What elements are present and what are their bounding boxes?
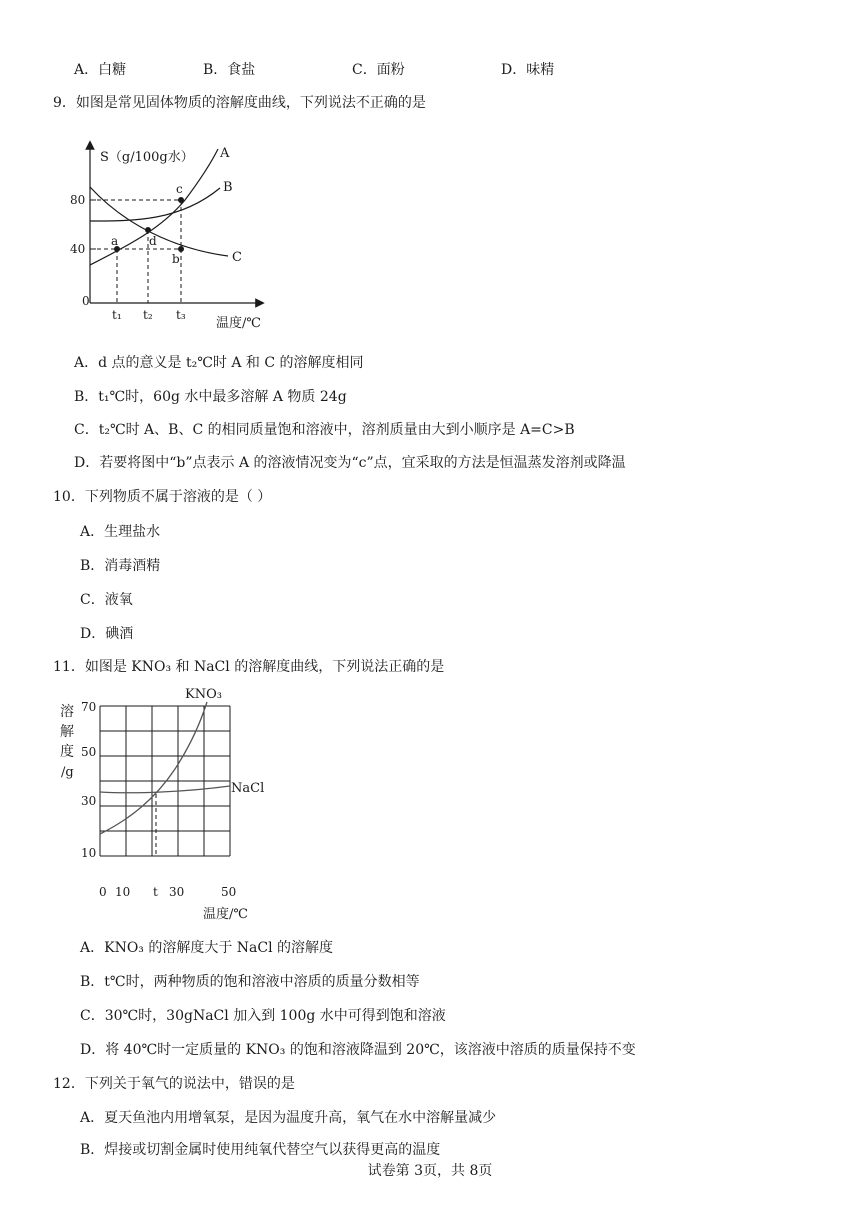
page-footer: 试卷第 3页，共 8页 — [367, 1163, 493, 1179]
q11-y-label-char-2: 解 — [60, 724, 74, 740]
q9-option-c: C．t₂℃时 A、B、C 的相同质量饱和溶液中，溶剂质量由大到小顺序是 A=C>B — [74, 422, 575, 438]
q8-option-c: C．面粉 — [352, 62, 405, 78]
q11-x-tick-30: 30 — [169, 885, 185, 899]
q9-y-tick-80: 80 — [70, 193, 86, 207]
q9-x-tick-t3: t₃ — [176, 308, 186, 322]
q9-curve-label-c: C — [232, 250, 242, 265]
q10-option-c: C．液氧 — [80, 592, 133, 608]
q11-grid — [100, 706, 230, 856]
q9-x-tick-t1: t₁ — [112, 308, 122, 322]
q11-option-a: A．KNO₃ 的溶解度大于 NaCl 的溶解度 — [80, 940, 334, 956]
q11-solubility-chart — [55, 684, 285, 924]
q11-y-tick-50: 50 — [81, 745, 97, 759]
q12-option-b: B．焊接或切割金属时使用纯氧代替空气以获得更高的温度 — [80, 1142, 441, 1158]
q11-x-label: 温度/℃ — [203, 907, 248, 922]
q11-y-tick-70: 70 — [81, 700, 97, 714]
q10-option-d: D．碘酒 — [80, 626, 134, 642]
q11-curve-nacl — [100, 786, 230, 793]
q11-y-tick-30: 30 — [81, 794, 97, 808]
q11-x-tick-50: 50 — [221, 885, 237, 899]
q8-option-d: D．味精 — [501, 62, 555, 78]
q10-option-b: B．消毒酒精 — [80, 558, 161, 574]
q9-point-label-c: c — [176, 182, 183, 196]
q11-label-nacl: NaCl — [231, 781, 265, 796]
q11-y-label-char-3: 度 — [60, 744, 74, 760]
q11-stem: 11．如图是 KNO₃ 和 NaCl 的溶解度曲线，下列说法正确的是 — [53, 659, 445, 675]
q9-point-c — [178, 197, 184, 203]
q9-point-label-a: a — [111, 234, 119, 248]
q12-stem: 12．下列关于氧气的说法中，错误的是 — [53, 1076, 295, 1092]
q11-option-b: B．t℃时，两种物质的饱和溶液中溶质的质量分数相等 — [80, 974, 420, 990]
q9-option-a: A．d 点的意义是 t₂℃时 A 和 C 的溶解度相同 — [74, 355, 364, 371]
q9-option-d: D．若要将图中“b”点表示 A 的溶液情况变为“c”点，宜采取的方法是恒温蒸发溶剂或降温 — [74, 455, 626, 471]
q12-option-a: A．夏天鱼池内用增氧泵，是因为温度升高，氧气在水中溶解量减少 — [80, 1110, 497, 1126]
q10-option-a: A．生理盐水 — [80, 524, 161, 540]
q9-y-label: S（g/100g水） — [100, 150, 194, 165]
q11-option-d: D．将 40℃时一定质量的 KNO₃ 的饱和溶液降温到 20℃，该溶液中溶质的质量保持不变 — [80, 1042, 636, 1058]
q11-y-label-char-4: /g — [61, 765, 74, 780]
q11-y-tick-10: 10 — [81, 846, 97, 860]
q8-option-b: B．食盐 — [203, 62, 256, 78]
q9-x-label: 温度/℃ — [216, 316, 261, 331]
q8-option-a: A．白糖 — [74, 62, 127, 78]
q11-x-tick-10: 10 — [115, 885, 131, 899]
q9-stem: 9．如图是常见固体物质的溶解度曲线，下列说法不正确的是 — [53, 95, 426, 111]
q9-curve-label-b: B — [223, 180, 233, 195]
q10-stem: 10．下列物质不属于溶液的是（ ） — [53, 489, 272, 505]
q9-solubility-chart — [60, 135, 300, 335]
q9-point-label-d: d — [149, 234, 157, 248]
q9-origin: 0 — [82, 294, 90, 308]
q9-point-d — [145, 227, 151, 233]
q9-point-label-b: b — [172, 252, 180, 266]
q11-curve-kno3 — [100, 702, 207, 834]
q9-option-b: B．t₁℃时，60g 水中最多溶解 A 物质 24g — [74, 389, 347, 405]
q8-options-row — [0, 60, 860, 80]
q11-y-label-char-1: 溶 — [60, 704, 74, 720]
q11-x-tick-0: 0 — [99, 885, 107, 899]
q9-curve-b — [90, 188, 220, 221]
q11-x-tick-t: t — [153, 885, 158, 899]
q9-curve-label-a: A — [220, 146, 230, 161]
q11-label-kno3: KNO₃ — [185, 687, 222, 702]
q11-option-c: C．30℃时，30gNaCl 加入到 100g 水中可得到饱和溶液 — [80, 1008, 446, 1024]
q9-y-tick-40: 40 — [70, 242, 86, 256]
q9-x-tick-t2: t₂ — [143, 308, 153, 322]
